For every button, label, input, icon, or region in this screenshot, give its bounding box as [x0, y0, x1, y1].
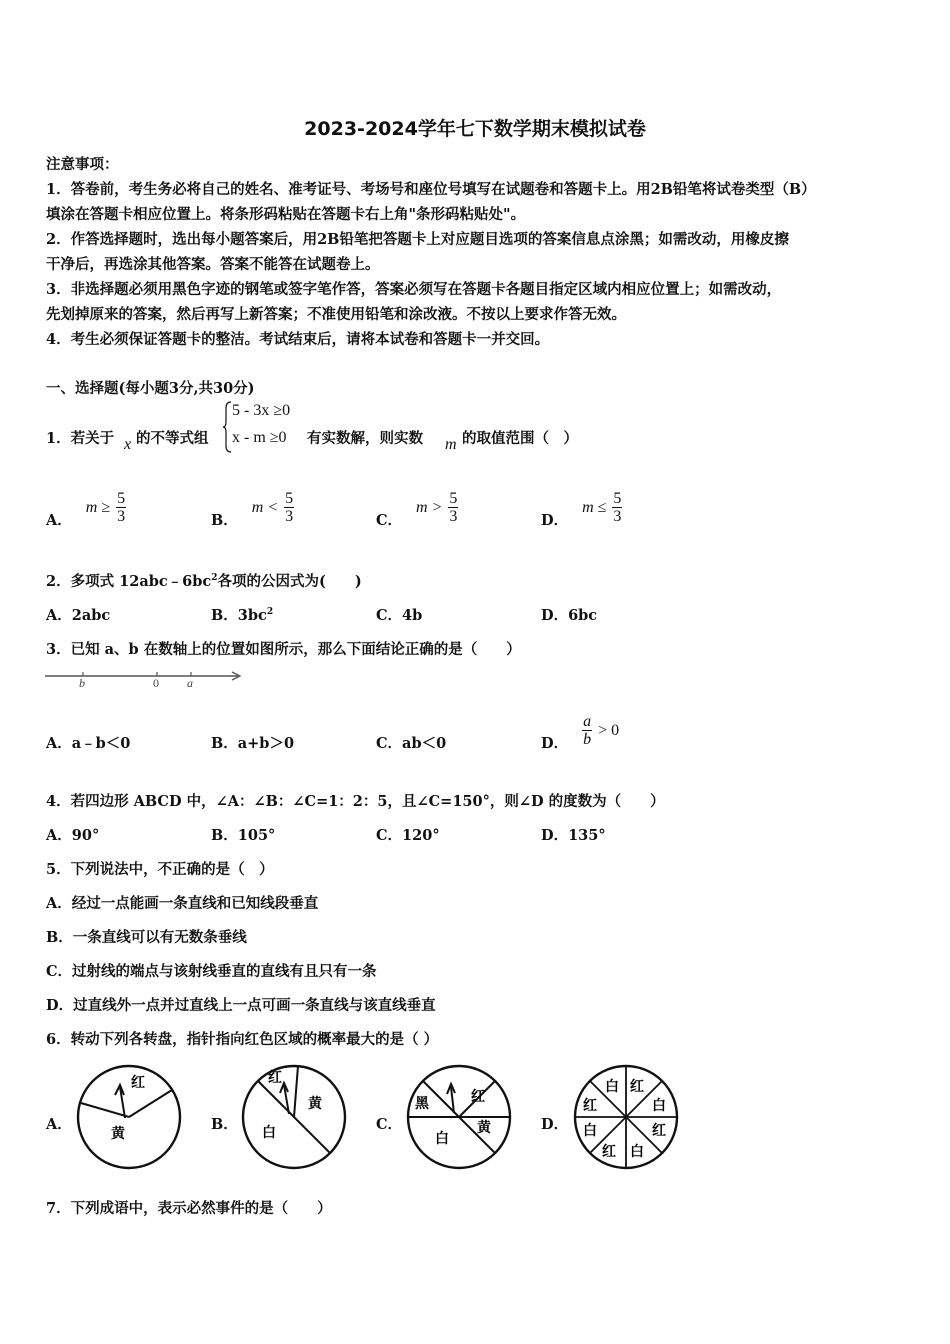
q5-option-c[interactable]: C．过射线的端点与该射线垂直的直线有且只有一条: [46, 963, 377, 980]
notice-line: 填涂在答题卡相应位置上。将条形码粘贴在答题卡右上角"条形码粘贴处"。: [46, 206, 526, 223]
wheel-d-seg: 红: [630, 1079, 644, 1095]
wheel-b-white: 白: [262, 1125, 276, 1141]
section-heading: 一、选择题(每小题3分,共30分): [46, 380, 255, 397]
question-7: 7．下列成语中，表示必然事件的是（ ）: [46, 1200, 332, 1217]
q4-option-b[interactable]: B．105°: [211, 827, 276, 844]
q5-option-a[interactable]: A．经过一点能画一条直线和已知线段垂直: [46, 895, 319, 912]
question-6: 6．转动下列各转盘，指针指向红色区域的概率最大的是（ ）: [46, 1031, 439, 1048]
axis-label-zero: 0: [153, 676, 159, 690]
spinner-c: [405, 1063, 515, 1171]
fraction: $\frac{a}{b}$: [583, 713, 592, 748]
spinner-b: [240, 1063, 350, 1171]
q1-text-mid2: 有实数解，则实数: [307, 430, 423, 447]
fraction: $\frac{5}{3}$: [449, 490, 458, 525]
q1-inequality-2: x - m ≥0: [232, 429, 287, 446]
spinner-a: [75, 1063, 185, 1171]
wheel-b-red: 红: [268, 1070, 282, 1086]
q1-text-mid: 的不等式组: [136, 430, 209, 447]
q4-option-a[interactable]: A．90°: [46, 827, 100, 844]
q3-option-c[interactable]: C．ab＜0: [376, 735, 447, 752]
axis-label-b: b: [79, 676, 85, 690]
q1-option-d[interactable]: D． m ≤ $\frac{5}{3}$: [541, 490, 622, 529]
axis-label-a: a: [187, 676, 193, 690]
wheel-c-black: 黑: [415, 1096, 429, 1112]
question-5: 5．下列说法中，不正确的是（ ）: [46, 861, 274, 878]
q3-option-d[interactable]: D． $\frac{a}{b}$ > 0: [541, 713, 620, 752]
q1-var-x: x: [124, 436, 132, 453]
wheel-c-yellow: 黄: [477, 1120, 491, 1136]
q1-text-pre: 1．若关于: [46, 430, 115, 447]
q1-text-post: 的取值范围（ ）: [462, 430, 578, 447]
q1-inequality-1: 5 - 3x ≥0: [232, 402, 291, 419]
q4-option-c[interactable]: C．120°: [376, 827, 440, 844]
wheel-a-red: 红: [131, 1075, 145, 1091]
q6-label-a[interactable]: A．: [46, 1116, 72, 1133]
brace-icon: [222, 400, 232, 454]
fraction: $\frac{5}{3}$: [117, 490, 126, 525]
q5-option-b[interactable]: B．一条直线可以有无数条垂线: [46, 929, 247, 946]
wheel-d-seg: 白: [652, 1098, 666, 1114]
question-3: 3．已知 a、b 在数轴上的位置如图所示，那么下面结论正确的是（ ）: [46, 641, 521, 658]
q2-option-a[interactable]: A．2abc: [46, 607, 111, 624]
fraction: $\frac{5}{3}$: [613, 490, 622, 525]
q6-label-c[interactable]: C．: [376, 1116, 403, 1133]
q5-option-d[interactable]: D．过直线外一点并过直线上一点可画一条直线与该直线垂直: [46, 997, 436, 1014]
notice-line: 先划掉原来的答案，然后再写上新答案；不准使用铅笔和涂改液。不按以上要求作答无效。: [46, 306, 626, 323]
wheel-b-yellow: 黄: [308, 1096, 322, 1112]
q6-label-d[interactable]: D．: [541, 1116, 569, 1133]
notice-line: 4．考生必须保证答题卡的整洁。考试结束后，请将本试卷和答题卡一并交回。: [46, 331, 550, 348]
question-4: 4．若四边形 ABCD 中，∠A：∠B：∠C=1：2：5，且∠C=150°，则∠D 的度数为（ ）: [46, 793, 665, 810]
q2-option-b[interactable]: B．$3bc^2$: [211, 607, 274, 624]
wheel-d-seg: 红: [652, 1123, 666, 1139]
question-2: 2．多项式 $12abc﹣6bc^2$各项的公因式为( ): [46, 573, 362, 590]
wheel-c-red: 红: [471, 1089, 485, 1105]
notice-line: 3．非选择题必须用黑色字迹的钢笔或签字笔作答，答案必须写在答题卡各题目指定区域内相应位置上；如需改动，: [46, 281, 782, 298]
q2-option-d[interactable]: D．6bc: [541, 607, 598, 624]
wheel-d-seg: 白: [630, 1144, 644, 1160]
wheel-d-seg: 红: [583, 1098, 597, 1114]
q3-option-a[interactable]: A．a﹣b＜0: [46, 735, 131, 752]
q4-option-d[interactable]: D．135°: [541, 827, 606, 844]
wheel-d-seg: 红: [602, 1144, 616, 1160]
number-line: [44, 668, 244, 692]
q6-label-b[interactable]: B．: [211, 1116, 238, 1133]
q3-option-b[interactable]: B．a+b＞0: [211, 735, 295, 752]
notice-line: 2．作答选择题时，选出每小题答案后，用2B铅笔把答题卡上对应题目选项的答案信息点涂黑；如需改动，用橡皮擦: [46, 231, 789, 248]
fraction: $\frac{5}{3}$: [285, 490, 294, 525]
q1-var-m: m: [445, 436, 457, 453]
q1-option-c[interactable]: C． m > $\frac{5}{3}$: [376, 490, 458, 529]
wheel-c-white: 白: [435, 1131, 449, 1147]
notice-line: 干净后，再选涂其他答案。答案不能答在试题卷上。: [46, 256, 380, 273]
wheel-d-seg: 白: [583, 1123, 597, 1139]
notice-heading: 注意事项：: [46, 156, 119, 173]
q2-option-c[interactable]: C．4b: [376, 607, 423, 624]
notice-line: 1．答卷前，考生务必将自己的姓名、准考证号、考场号和座位号填写在试题卷和答题卡上。用2B铅笔将试卷类型（B）: [46, 181, 816, 198]
wheel-d-seg: 白: [605, 1079, 619, 1095]
page-title: 2023-2024学年七下数学期末模拟试卷: [304, 118, 646, 140]
wheel-a-yellow: 黄: [111, 1126, 125, 1142]
spinner-d: [572, 1063, 682, 1171]
q1-option-b[interactable]: B． m < $\frac{5}{3}$: [211, 490, 294, 529]
q1-option-a[interactable]: A． m ≥ $\frac{5}{3}$: [46, 490, 126, 529]
